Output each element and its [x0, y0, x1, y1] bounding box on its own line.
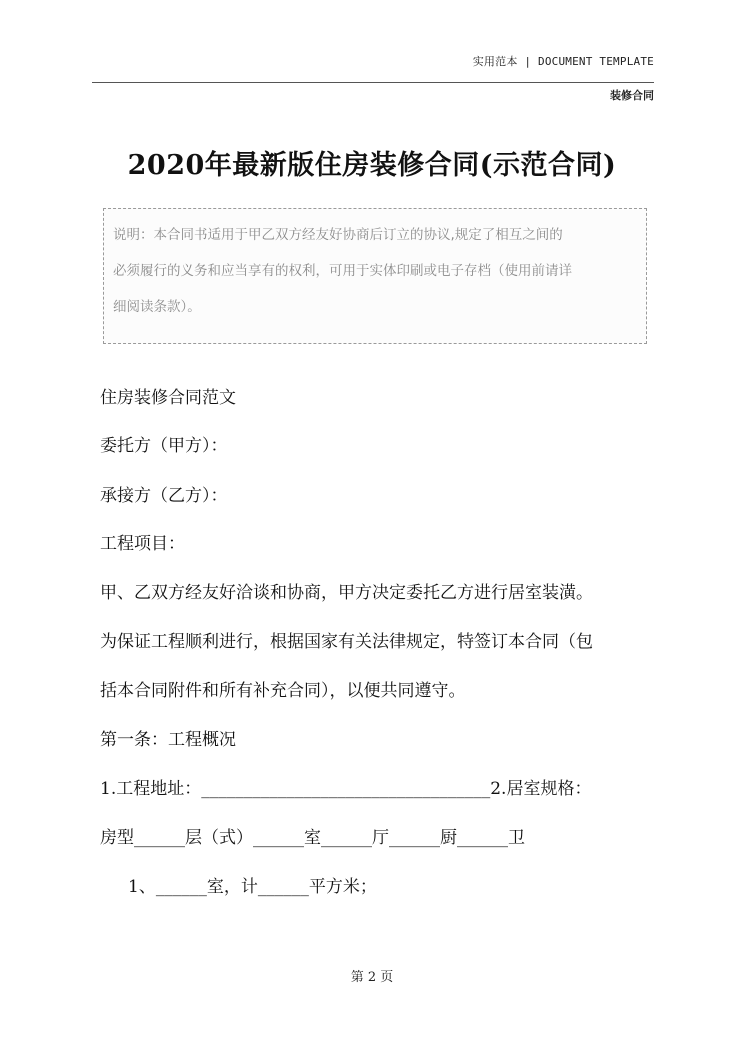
- body-line-paragraph-3: 括本合同附件和所有补充合同），以便共同遵守。: [100, 681, 466, 701]
- body-line-party-b: 承接方（乙方）：: [100, 486, 228, 506]
- body-line-heading: 住房装修合同范文: [100, 388, 236, 408]
- body-line-paragraph-2: 为保证工程顺利进行，根据国家有关法律规定，特签订本合同（包: [100, 632, 593, 652]
- header-section-label: 装修合同: [610, 89, 654, 102]
- document-title: 2020年最新版住房装修合同(示范合同): [127, 150, 617, 181]
- notice-line-2: 必须履行的义务和应当享有的权利，可用于实体印刷或电子存档（使用前请详: [113, 263, 572, 279]
- body-line-room-area: 1、______室，计______平方米；: [128, 877, 377, 897]
- header-divider: [92, 82, 654, 83]
- notice-box: [103, 208, 647, 344]
- header-document-template: 实用范本 | DOCUMENT TEMPLATE: [472, 55, 654, 68]
- notice-line-1: 说明：本合同书适用于甲乙双方经友好协商后订立的协议,规定了相互之间的: [113, 227, 563, 243]
- body-line-project: 工程项目：: [100, 534, 185, 554]
- body-line-paragraph-1: 甲、乙双方经友好洽谈和协商，甲方决定委托乙方进行居室装潢。: [100, 583, 593, 603]
- body-line-party-a: 委托方（甲方）：: [100, 436, 228, 456]
- page-number: 第 2 页: [350, 970, 394, 985]
- notice-line-3: 细阅读条款）。: [113, 299, 201, 315]
- body-line-address: 1.工程地址：__________________________________2.居室规格：: [100, 779, 592, 799]
- body-line-room-spec: 房型______层（式）______室______厅______厨______卫: [100, 828, 525, 848]
- body-line-article-1: 第一条：工程概况: [100, 730, 236, 750]
